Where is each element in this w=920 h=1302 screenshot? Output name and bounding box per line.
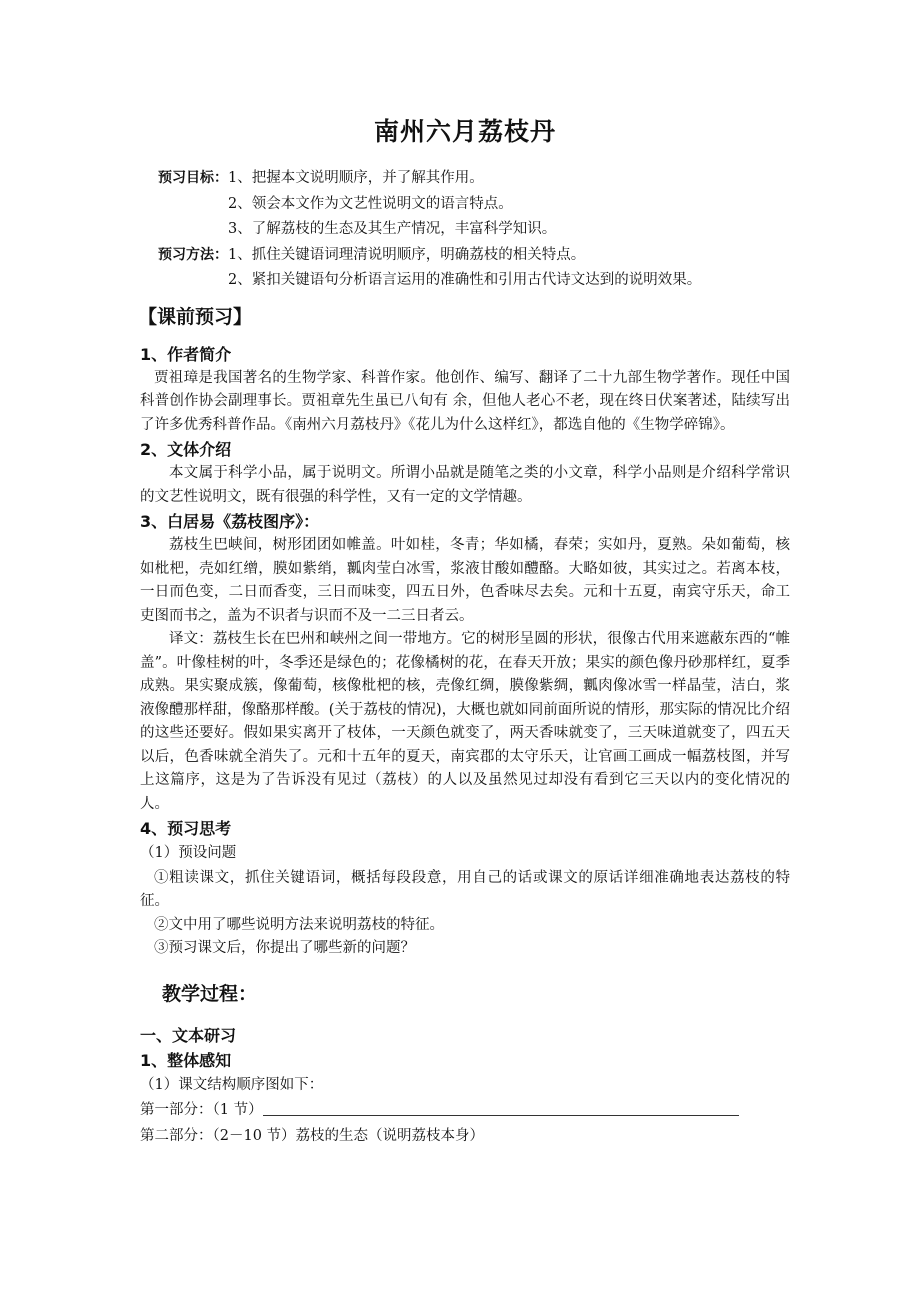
methods-row (140, 243, 790, 269)
author-text: 贾祖璋是我国著名的生物学家、科普作家。他创作、编写、翻译了二十九部生物学著作。现任中国科普创作协会副理事长。贾祖章先生虽已八旬有 余，但他人老心不老，现在终日伏案著述，陆续写出了许多优秀科普作品。《南州六月荔枝丹》《花儿为什么这样红》，都选自他的《生物学碎锦》。 (140, 369, 790, 433)
think-q1: ①粗读课文，抓住关键语词，概括每段段意，用自己的话或课文的原话详细准确地表达荔枝的特征。 (140, 869, 790, 909)
goal-item: 2、领会本文作为文艺性说明文的语言特点。 (228, 195, 513, 212)
teaching-s1: 一、文本研习 (140, 1025, 237, 1045)
goals-label: 预习目标： (158, 170, 228, 186)
genre-heading: 2、文体介绍 (140, 440, 232, 459)
method-item: 1、抓住关键语词理清说明顺序，明确荔枝的相关特点。 (228, 246, 586, 263)
page-title: 南州六月荔枝丹 (373, 117, 556, 146)
author-heading: 1、作者简介 (140, 344, 232, 364)
preview-header: 【课前预习】 (138, 305, 253, 328)
part1-label: 第一部分：（1 节） (140, 1102, 263, 1118)
part1-row (140, 1098, 790, 1124)
method-item: 2、紧扣关键语句分析语言运用的准确性和引用古代诗文达到的说明效果。 (228, 272, 702, 288)
bai-original: 荔枝生巴峡间，树形团团如帷盖。叶如桂，冬青；华如橘，春荣；实如丹，夏熟。朵如葡萄，核如枇杷，壳如红缯，膜如紫绡，瓤肉莹白冰雪，浆液甘酸如醴酪。大略如彼，其实过之。若离本枝，一日而色变，二日而香变，三日而味变，四五日外，色香味尽去矣。元和十五夏，南宾守乐天，命工吏图而书之，盖为不识者与识而不及一二三日者云。 (140, 537, 790, 624)
document-page (140, 112, 790, 1149)
teaching-heading: 教学过程： (162, 982, 258, 1005)
teaching-sub: （1）课文结构顺序图如下： (140, 1076, 324, 1093)
goal-item: 3、了解荔枝的生态及其生产情况，丰富科学知识。 (228, 221, 557, 237)
bai-heading: 3、白居易《荔枝图序》： (140, 512, 320, 531)
part2-row: 第二部分：（2－10 节）荔枝的生态（说明荔枝本身） (140, 1127, 485, 1144)
think-sub: （1）预设问题 (140, 845, 237, 861)
genre-text: 本文属于科学小品，属于说明文。所谓小品就是随笔之类的小文章，科学小品则是介绍科学常识的文艺性说明文，既有很强的科学性，又有一定的文学情趣。 (140, 465, 790, 505)
bai-translation: 译文：荔枝生长在巴州和峡州之间一带地方。它的树形呈圆的形状，很像古代用来遮蔽东西的“帷盖”。叶像桂树的叶，冬季还是绿色的；花像橘树的花，在春天开放；果实的颜色像丹砂那样红，夏季成熟。果实聚成簇，像葡萄，核像枇杷的核，壳像红绸，膜像紫绸，瓤肉像冰雪一样晶莹，洁白，浆液像醴那样甜，像酪那样酸。(关于荔枝的情况)，大概也就如同前面所说的情形，那实际的情况比介绍的这些还要好。假如果实离开了枝体，一天颜色就变了，两天香味就变了，三天味道就变了，四五天以后，色香味就全消失了。元和十五年的夏天，南宾郡的太守乐天，让官画工画成一幅荔枝图，并写上这篇序，这是为了告诉没有见过（荔枝）的人以及虽然见过却没有看到它三天以内的变化情况的人。 (140, 631, 790, 812)
teaching-s2: 1、整体感知 (140, 1050, 232, 1070)
think-q3: ③预习课文后，你提出了哪些新的问题？ (154, 940, 415, 956)
think-heading: 4、预习思考 (140, 819, 232, 838)
think-q2: ②文中用了哪些说明方法来说明荔枝的特征。 (154, 916, 444, 933)
goals-row (140, 166, 790, 192)
fill-blank[interactable] (263, 1099, 739, 1116)
methods-label: 预习方法： (158, 246, 228, 263)
goal-item: 1、把握本文说明顺序，并了解其作用。 (228, 170, 484, 186)
